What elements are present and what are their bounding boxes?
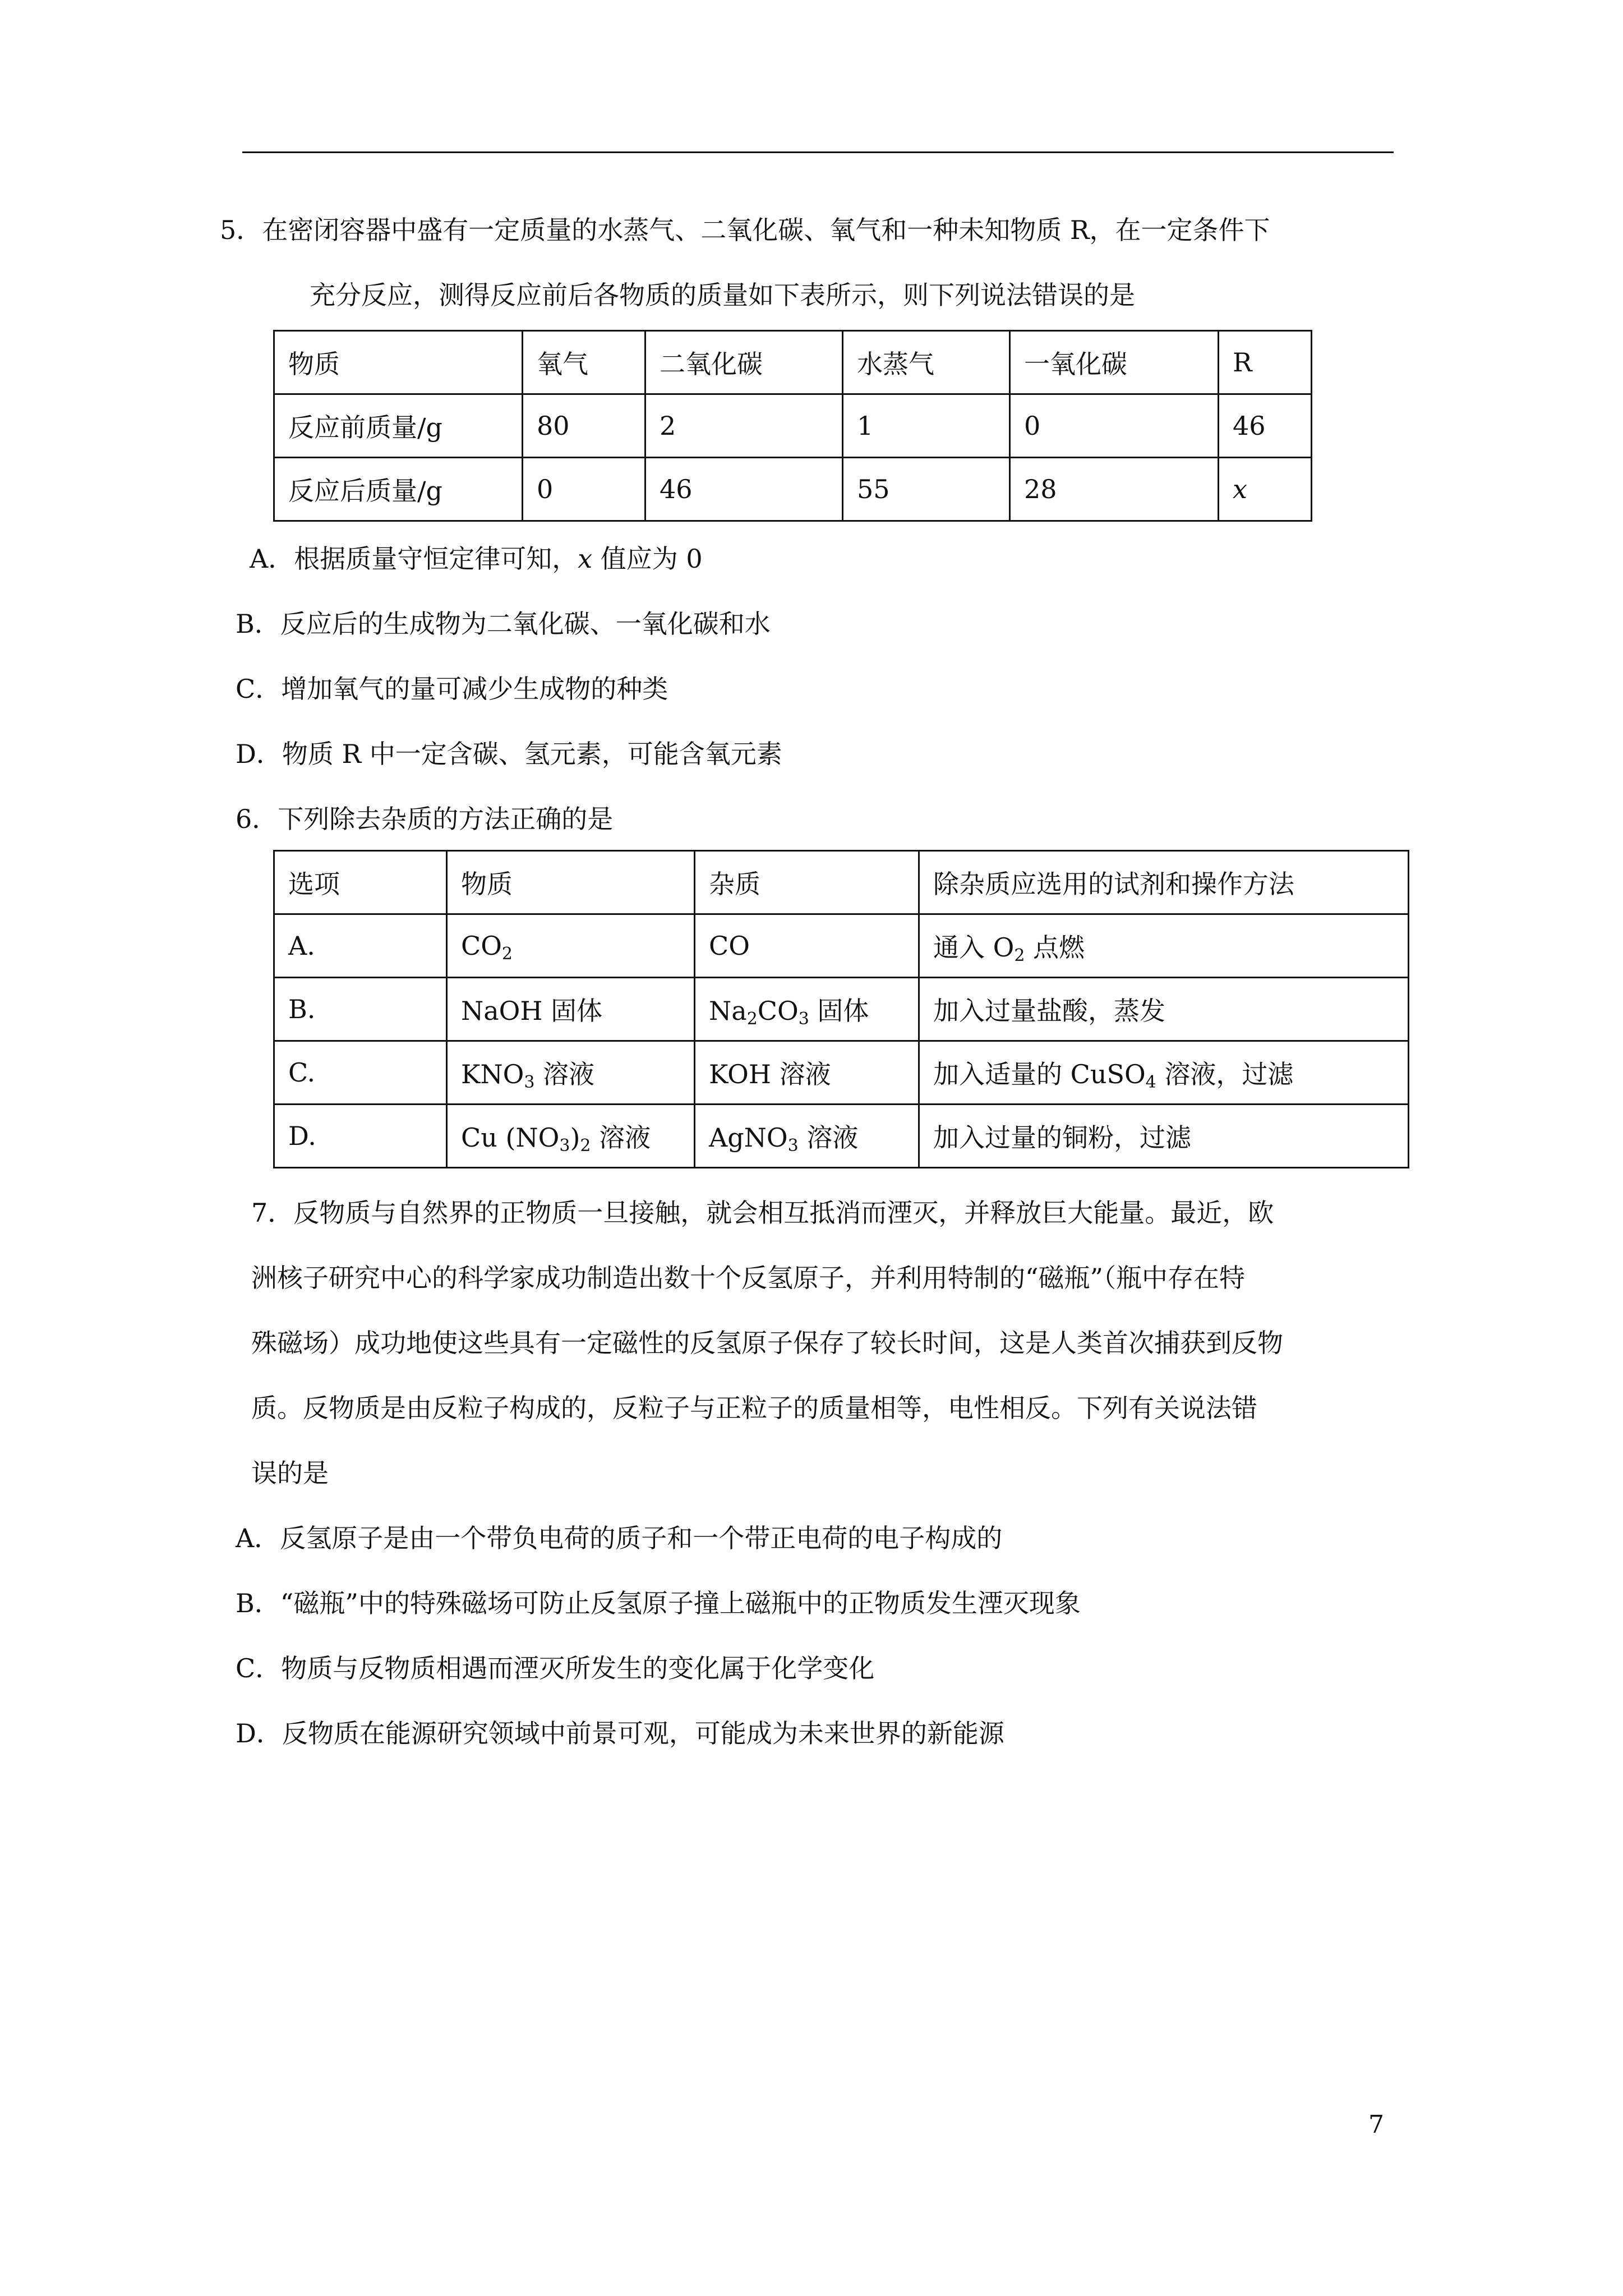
- q6-subscript: 2: [1014, 946, 1025, 965]
- q6-subscript: 3: [798, 1009, 809, 1029]
- q6-method-cell: 加入过量的铜粉，过滤: [919, 1105, 1409, 1168]
- q6-substance-cell: [447, 1041, 695, 1105]
- q6-impurity-cell: KOH 溶液: [695, 1041, 919, 1105]
- q6-substance-cell: [447, 1105, 695, 1168]
- q6-substance-cell: NaOH 固体: [447, 978, 695, 1041]
- q6-text: 点燃: [1025, 932, 1085, 963]
- q6-text: ): [570, 1122, 580, 1153]
- q5-option-b: B．反应后的生成物为二氧化碳、一氧化碳和水: [236, 609, 771, 639]
- q6-text: 通入 O: [933, 932, 1015, 963]
- q6-substance-cell: [447, 914, 695, 978]
- page-number: 7: [1368, 2110, 1384, 2139]
- q6-header-cell: 杂质: [695, 851, 919, 914]
- q6-method-cell: 加入过量盐酸，蒸发: [919, 978, 1409, 1041]
- q5-header-cell: 氧气: [523, 331, 645, 394]
- q5-header-cell: 二氧化碳: [645, 331, 843, 394]
- q5-cell: 0: [523, 458, 645, 521]
- q5-table-header-row: [274, 331, 1312, 394]
- q6-method-cell: [919, 914, 1409, 978]
- q6-subscript: 2: [501, 944, 513, 964]
- q5-option-a-tail: 值应为 0: [592, 544, 703, 574]
- q6-subscript: 3: [787, 1136, 799, 1156]
- q7-stem-line: 质。反物质是由反粒子构成的，反粒子与正粒子的质量相等，电性相反。下列有关说法错: [251, 1393, 1257, 1423]
- q5-cell: 反应后质量/g: [274, 458, 523, 521]
- q5-cell: 0: [1010, 394, 1219, 458]
- q6-subscript: 3: [524, 1073, 535, 1092]
- q6-subscript: 2: [746, 1009, 758, 1029]
- q6-text: CO: [461, 931, 502, 961]
- q5-cell-x: x: [1219, 458, 1312, 521]
- q5-header-cell: R: [1219, 331, 1312, 394]
- q6-method-cell: [919, 1041, 1409, 1105]
- q5-option-a-variable: x: [578, 544, 593, 574]
- q5-header-cell: 一氧化碳: [1010, 331, 1219, 394]
- q5-cell: 28: [1010, 458, 1219, 521]
- q5-table-row-after: [274, 458, 1312, 521]
- q6-option-cell: A.: [274, 914, 447, 978]
- q6-table-header-row: [274, 851, 1409, 914]
- q5-cell: 46: [645, 458, 843, 521]
- q6-impurity-cell: [695, 978, 919, 1041]
- q6-text: KNO: [461, 1059, 524, 1089]
- header-rule: [242, 151, 1394, 153]
- q5-option-a: [250, 542, 703, 576]
- q6-option-cell: D.: [274, 1105, 447, 1168]
- q7-option-b: B．“磁瓶”中的特殊磁场可防止反氢原子撞上磁瓶中的正物质发生湮灭现象: [236, 1588, 1081, 1618]
- q6-table-row: [274, 1105, 1409, 1168]
- q6-impurity-cell: [695, 1105, 919, 1168]
- q5-header-cell: 物质: [274, 331, 523, 394]
- q6-subscript: 4: [1145, 1073, 1156, 1092]
- q6-text: 溶液，过滤: [1156, 1059, 1294, 1089]
- q5-option-a-text: A．根据质量守恒定律可知，: [250, 544, 578, 574]
- q6-impurity-cell: CO: [695, 914, 919, 978]
- q5-cell: 55: [843, 458, 1010, 521]
- q5-stem-line2: 充分反应，测得反应前后各物质的质量如下表所示，则下列说法错误的是: [310, 280, 1135, 310]
- q7-option-a: A．反氢原子是由一个带负电荷的质子和一个带正电荷的电子构成的: [236, 1523, 1003, 1553]
- q6-text: 溶液: [798, 1122, 859, 1153]
- q6-table-row: [274, 978, 1409, 1041]
- q6-text: 溶液: [534, 1059, 595, 1089]
- q7-stem-line: 洲核子研究中心的科学家成功制造出数十个反氢原子，并利用特制的“磁瓶”（瓶中存在特: [251, 1263, 1246, 1293]
- q5-stem-line1: 5．在密闭容器中盛有一定质量的水蒸气、二氧化碳、氧气和一种未知物质 R，在一定条件下: [220, 215, 1270, 245]
- q6-header-cell: 物质: [447, 851, 695, 914]
- q6-stem: 6．下列除去杂质的方法正确的是: [236, 804, 614, 834]
- q5-cell: 46: [1219, 394, 1312, 458]
- q6-table-row: [274, 1041, 1409, 1105]
- q6-text: Na: [709, 996, 747, 1026]
- q6-table-row: [274, 914, 1409, 978]
- q6-text: AgNO: [709, 1122, 788, 1153]
- q6-header-cell: 选项: [274, 851, 447, 914]
- q7-option-d: D．反物质在能源研究领域中前景可观，可能成为未来世界的新能源: [236, 1718, 1004, 1749]
- q5-cell: 1: [843, 394, 1010, 458]
- q7-stem-line: 7．反物质与自然界的正物质一旦接触，就会相互抵消而湮灭，并释放巨大能量。最近，欧: [251, 1198, 1274, 1228]
- q7-option-c: C．物质与反物质相遇而湮灭所发生的变化属于化学变化: [236, 1653, 875, 1683]
- q5-cell: 反应前质量/g: [274, 394, 523, 458]
- q7-stem-line: 殊磁场）成功地使这些具有一定磁性的反氢原子保存了较长时间，这是人类首次捕获到反物: [251, 1328, 1283, 1358]
- q6-text: Cu (NO: [461, 1122, 560, 1153]
- q5-cell: 2: [645, 394, 843, 458]
- q6-text: 加入适量的 CuSO: [933, 1059, 1146, 1089]
- q6-text: 溶液: [591, 1122, 651, 1153]
- q7-stem-line: 误的是: [251, 1458, 329, 1488]
- q5-option-c: C．增加氧气的量可减少生成物的种类: [236, 674, 668, 704]
- q6-text: CO: [757, 996, 799, 1026]
- q6-subscript: 3: [559, 1136, 570, 1156]
- q5-table-row-before: [274, 394, 1312, 458]
- q5-header-cell: 水蒸气: [843, 331, 1010, 394]
- q5-table: [273, 330, 1312, 522]
- q5-option-d: D．物质 R 中一定含碳、氢元素，可能含氧元素: [236, 739, 782, 769]
- q6-header-cell: 除杂质应选用的试剂和操作方法: [919, 851, 1409, 914]
- q6-table: [273, 850, 1409, 1168]
- q6-subscript: 2: [580, 1136, 591, 1156]
- q5-cell: 80: [523, 394, 645, 458]
- q6-option-cell: C.: [274, 1041, 447, 1105]
- q6-option-cell: B.: [274, 978, 447, 1041]
- q6-text: 固体: [809, 996, 869, 1026]
